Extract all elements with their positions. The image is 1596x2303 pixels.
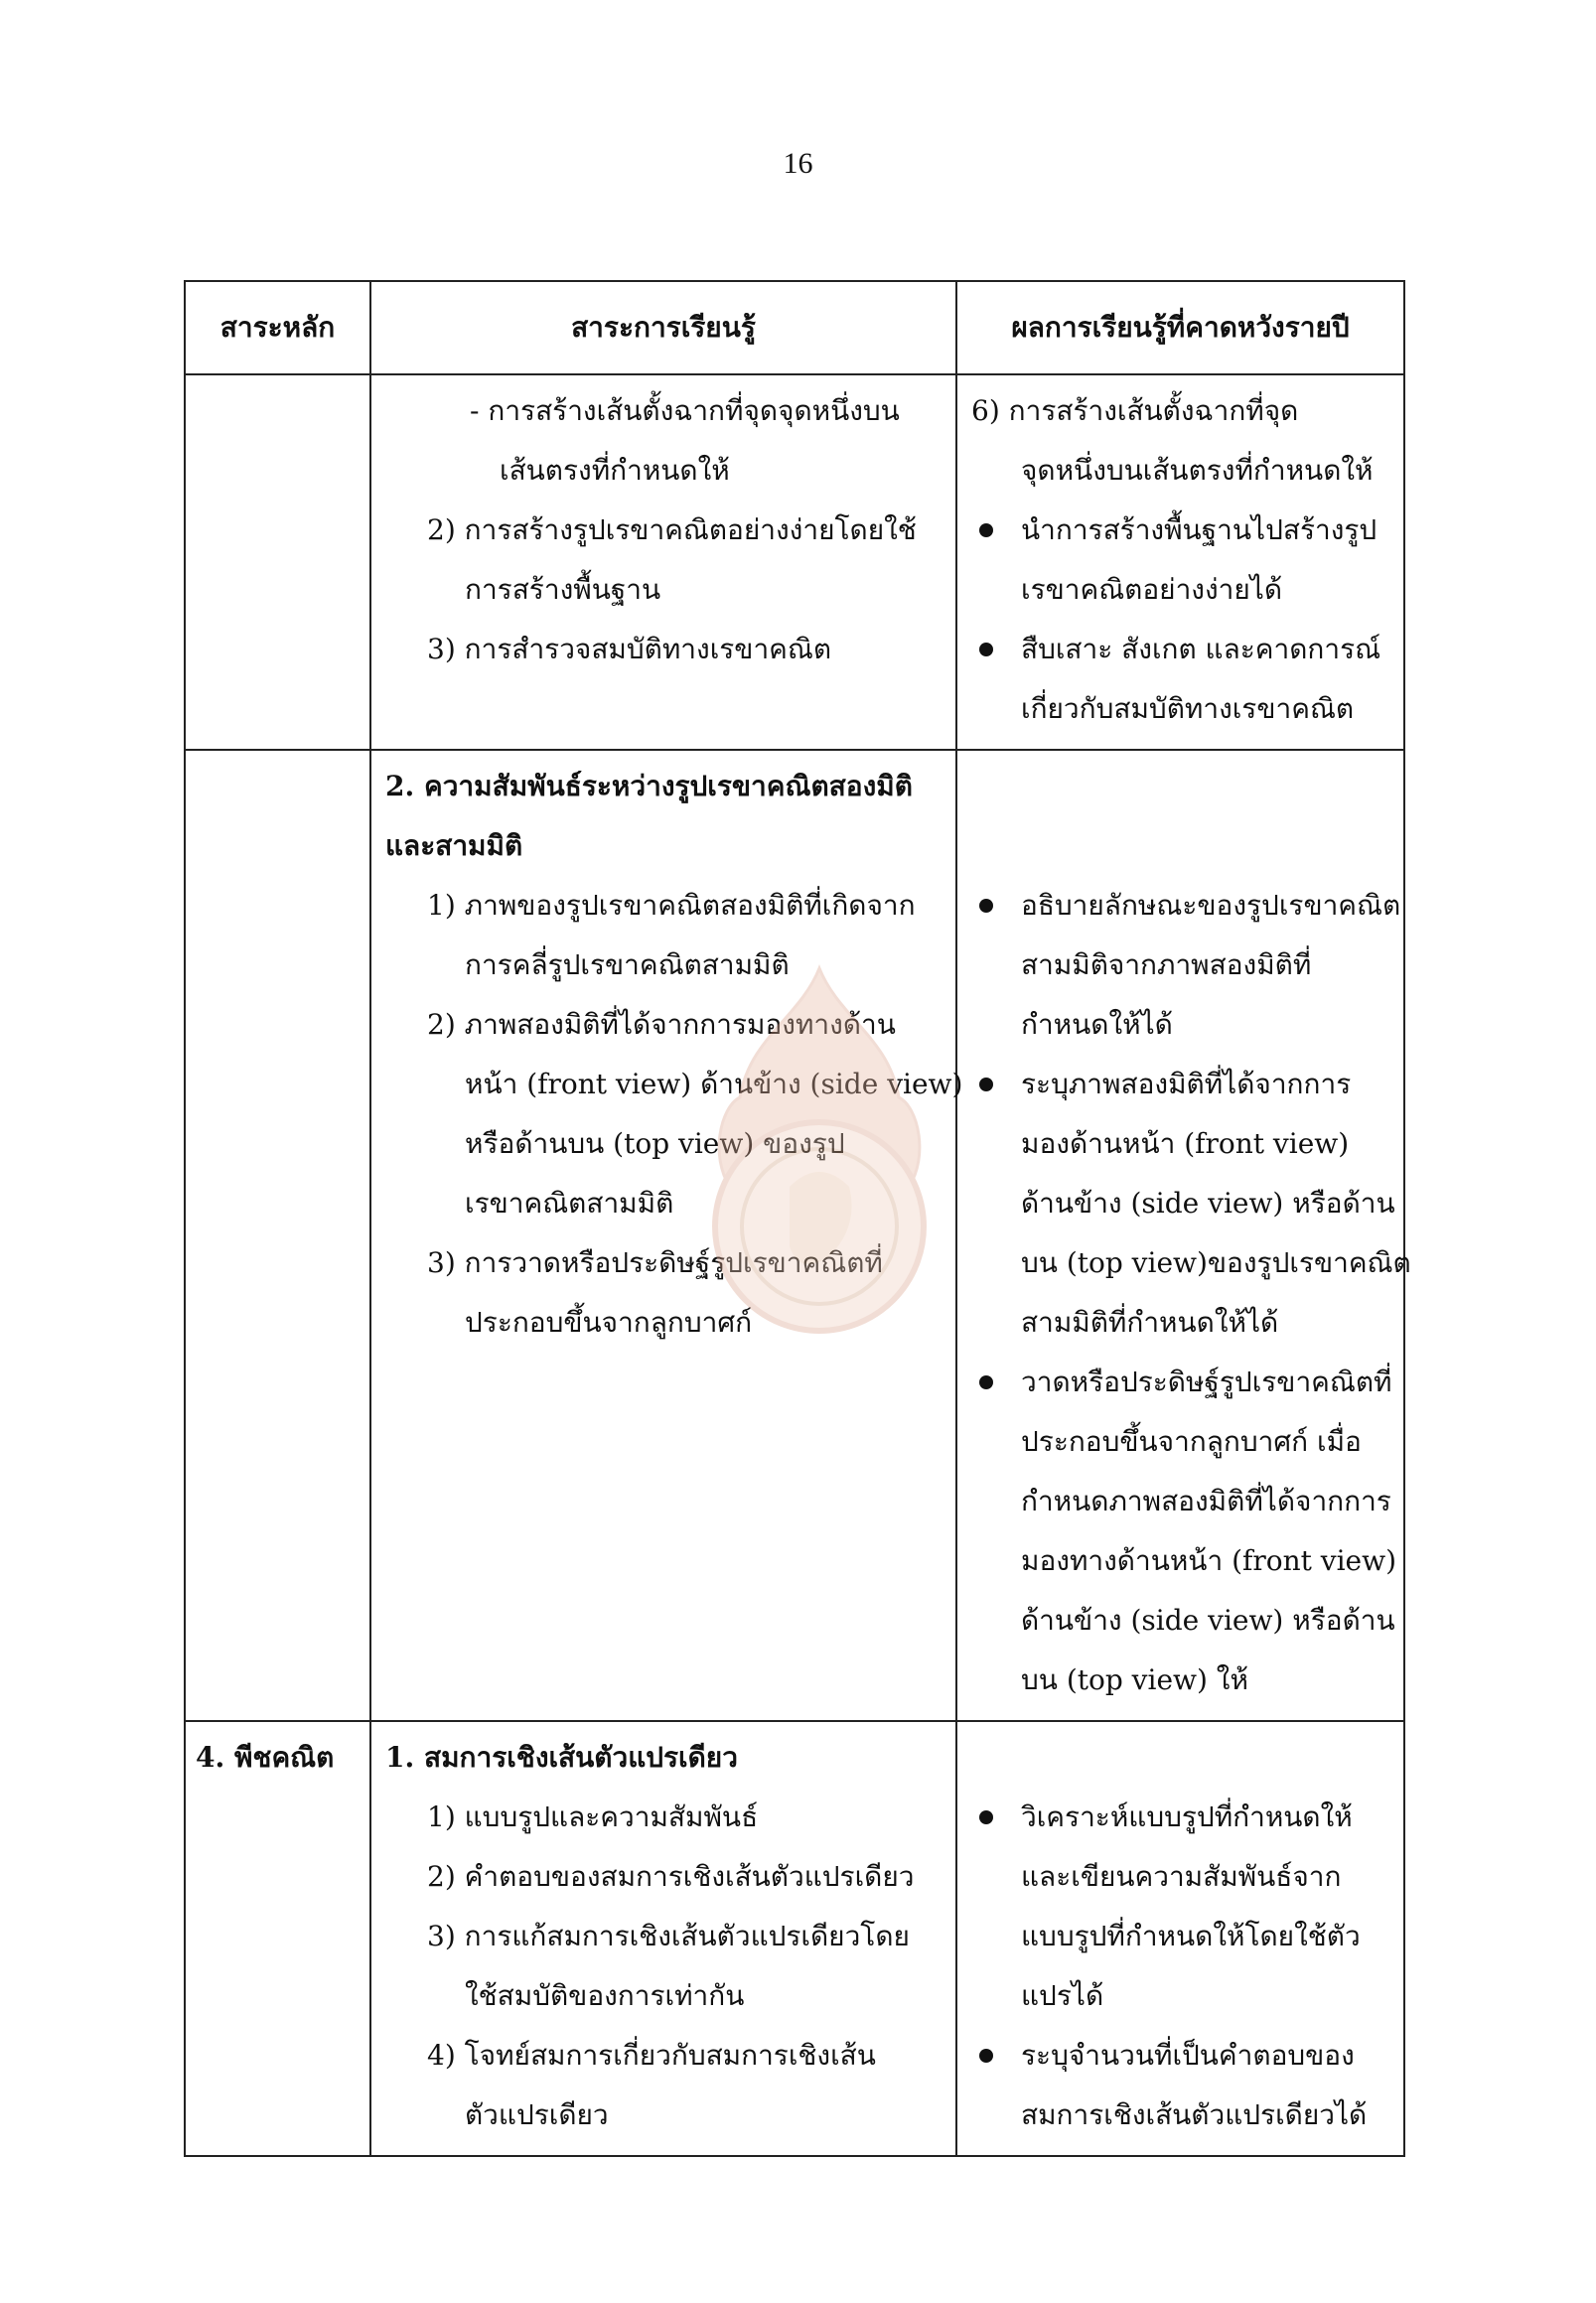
content-cell <box>370 374 956 750</box>
content-heading: 1. สมการเชิงเส้นตัวแปรเดียว <box>385 1741 738 1774</box>
content-cell <box>370 750 963 1721</box>
outcome-bullet: วิเคราะห์แบบรูปที่กำหนดให้ <box>971 1788 1389 1847</box>
bullet-icon <box>979 899 993 913</box>
content-line: 3) การสำรวจสมบัติทางเรขาคณิต <box>427 633 832 665</box>
outcome-line: ด้านข้าง (side view) หรือด้าน <box>1021 1604 1395 1637</box>
content-line: หน้า (front view) ด้านข้าง (side view) <box>465 1068 963 1100</box>
header-core: สาระหลัก <box>185 281 370 374</box>
content-line: 1) ภาพของรูปเรขาคณิตสองมิติที่เกิดจาก <box>427 889 916 922</box>
outcome-bullet: สืบเสาะ สังเกต และคาดการณ์ <box>971 620 1389 679</box>
content-heading: 2. ความสัมพันธ์ระหว่างรูปเรขาคณิตสองมิติ <box>385 770 913 802</box>
outcome-line: ด้านข้าง (side view) หรือด้าน <box>1021 1187 1395 1220</box>
core-cell <box>185 1721 370 2156</box>
outcome-bullet: นำการสร้างพื้นฐานไปสร้างรูป <box>971 501 1389 560</box>
outcome-line: สมการเชิงเส้นตัวแปรเดียวได้ <box>1021 2098 1368 2131</box>
content-line: การคลี่รูปเรขาคณิตสามมิติ <box>465 948 790 981</box>
core-cell <box>185 374 370 750</box>
content-line: 3) การวาดหรือประดิษฐ์รูปเรขาคณิตที่ <box>427 1246 883 1279</box>
outcome-line: และเขียนความสัมพันธ์จาก <box>1021 1860 1342 1893</box>
outcome-cell <box>956 374 1404 750</box>
core-cell <box>185 750 370 1721</box>
content-line: ตัวแปรเดียว <box>465 2098 609 2131</box>
header-content: สาระการเรียนรู้ <box>370 281 956 374</box>
page-number: 16 <box>783 147 813 180</box>
bullet-icon <box>979 1078 993 1091</box>
outcome-line: บน (top view) ให้ <box>1021 1663 1248 1696</box>
content-line: 2) การสร้างรูปเรขาคณิตอย่างง่ายโดยใช้ <box>427 513 917 546</box>
outcome-line: เรขาคณิตอย่างง่ายได้ <box>1021 573 1283 606</box>
outcome-bullet: ระบุจำนวนที่เป็นคำตอบของ <box>971 2026 1389 2086</box>
content-line: 4) โจทย์สมการเกี่ยวกับสมการเชิงเส้น <box>427 2039 876 2072</box>
bullet-icon <box>979 1375 993 1389</box>
outcome-line: ประกอบขึ้นจากลูกบาศก์ เมื่อ <box>1021 1425 1362 1458</box>
content-line: ประกอบขึ้นจากลูกบาศก์ <box>465 1306 753 1339</box>
outcome-bullet: วาดหรือประดิษฐ์รูปเรขาคณิตที่ <box>971 1353 1389 1412</box>
outcome-line: สามมิติจากภาพสองมิติที่ <box>1021 948 1312 981</box>
content-line: 3) การแก้สมการเชิงเส้นตัวแปรเดียวโดย <box>427 1920 910 1952</box>
outcome-line: จุดหนึ่งบนเส้นตรงที่กำหนดให้ <box>1021 454 1374 487</box>
bullet-icon <box>979 643 993 656</box>
content-line: 1) แบบรูปและความสัมพันธ์ <box>427 1800 759 1833</box>
content-line: 2) คำตอบของสมการเชิงเส้นตัวแปรเดียว <box>427 1860 915 1893</box>
content-cell <box>370 1721 956 2156</box>
outcome-line: บน (top view)ของรูปเรขาคณิต <box>1021 1246 1411 1279</box>
outcome-line: สามมิติที่กำหนดให้ได้ <box>1021 1306 1279 1339</box>
outcome-bullet: อธิบายลักษณะของรูปเรขาคณิต <box>971 876 1389 936</box>
header-outcomes: ผลการเรียนรู้ที่คาดหวังรายปี <box>956 281 1404 374</box>
core-label: 4. พีชคณิต <box>196 1741 335 1774</box>
outcome-line: แบบรูปที่กำหนดให้โดยใช้ตัว <box>1021 1920 1361 1952</box>
table-row <box>185 1721 1404 2156</box>
table-row <box>185 750 1404 1721</box>
outcome-line: มองด้านหน้า (front view) <box>1021 1127 1350 1160</box>
outcome-cell <box>956 750 1411 1721</box>
bullet-icon <box>979 1810 993 1824</box>
outcome-line: มองทางด้านหน้า (front view) <box>1021 1544 1397 1577</box>
curriculum-table <box>184 280 1411 2157</box>
table-row <box>185 374 1404 750</box>
outcome-bullet: ระบุภาพสองมิติที่ได้จากการ <box>971 1055 1389 1114</box>
bullet-icon <box>979 523 993 537</box>
outcome-line: เกี่ยวกับสมบัติทางเรขาคณิต <box>1021 692 1355 725</box>
content-heading: และสามมิติ <box>385 829 523 862</box>
content-line: เรขาคณิตสามมิติ <box>465 1187 674 1220</box>
outcome-line: กำหนดให้ได้ <box>1021 1008 1173 1041</box>
content-line: 2) ภาพสองมิติที่ได้จากการมองทางด้าน <box>427 1008 896 1041</box>
bullet-icon <box>979 2049 993 2063</box>
content-line: หรือด้านบน (top view) ของรูป <box>465 1127 845 1160</box>
content-line: - การสร้างเส้นตั้งฉากที่จุดจุดหนึ่งบน <box>470 394 900 427</box>
table-header-row <box>185 281 1404 374</box>
outcome-line: กำหนดภาพสองมิติที่ได้จากการ <box>1021 1485 1391 1517</box>
content-line: ใช้สมบัติของการเท่ากัน <box>465 1979 745 2012</box>
outcome-line: 6) การสร้างเส้นตั้งฉากที่จุด <box>971 394 1299 427</box>
outcome-line: แปรได้ <box>1021 1979 1104 2012</box>
content-line: เส้นตรงที่กำหนดให้ <box>500 454 730 487</box>
content-line: การสร้างพื้นฐาน <box>465 573 661 606</box>
outcome-cell <box>956 1721 1404 2156</box>
